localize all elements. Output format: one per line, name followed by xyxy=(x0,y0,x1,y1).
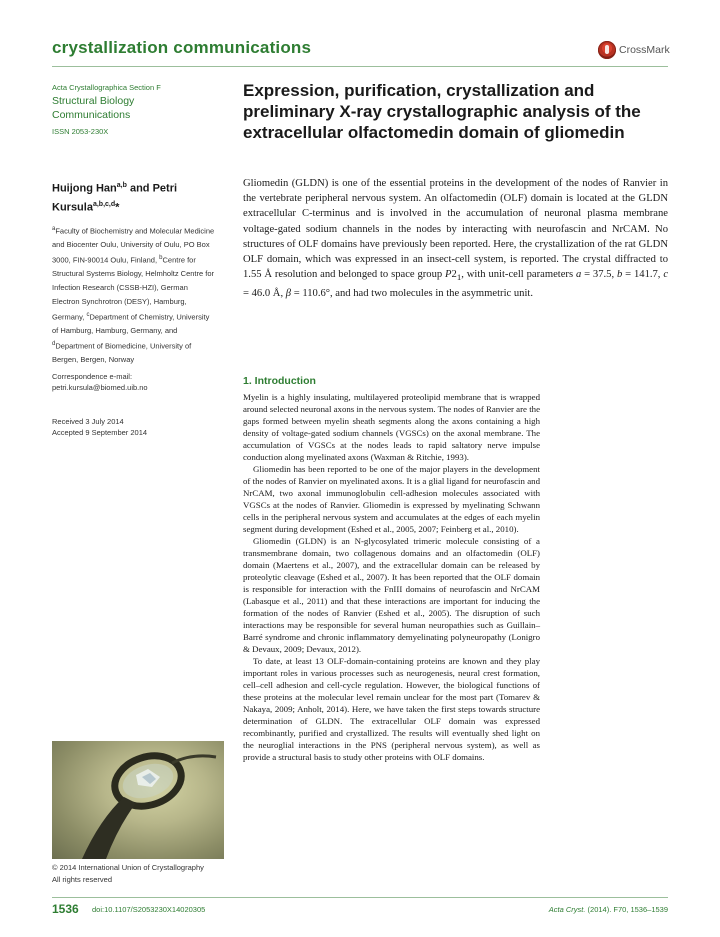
cell-param-b-value: = 141.7, xyxy=(622,269,664,281)
series-line-1: Structural Biology xyxy=(52,95,135,107)
received-date: Received 3 July 2014 xyxy=(52,417,124,426)
section-heading: 1. Introduction xyxy=(243,375,316,387)
space-group: 2 xyxy=(451,269,457,281)
header-rule xyxy=(52,66,668,67)
author-2-affil: a,b,c,d xyxy=(92,200,116,208)
footer-rule xyxy=(52,897,668,898)
rights-line: All rights reserved xyxy=(52,874,113,884)
journal-section: Acta Crystallographica Section F xyxy=(52,83,161,92)
authors xyxy=(52,178,222,215)
author-conjunction: and Petri xyxy=(126,182,178,195)
crossmark-badge[interactable] xyxy=(598,40,670,60)
article-dates xyxy=(52,416,222,438)
crystal-loop-illustration xyxy=(52,741,224,859)
citation-details: (2014). F70, 1536–1539 xyxy=(585,905,668,914)
correspondence xyxy=(52,371,222,393)
space-group: P xyxy=(445,269,452,281)
affiliations xyxy=(52,223,217,367)
journal-header: crystallization communications xyxy=(52,38,312,57)
doi-link[interactable]: doi:10.1107/S2053230X14020305 xyxy=(92,905,206,914)
author-2: Kursula xyxy=(52,201,93,214)
cell-param-a: a xyxy=(575,269,582,281)
copyright-line: © 2014 International Union of Crystallography xyxy=(52,863,204,872)
correspondence-label: Correspondence e-mail: xyxy=(52,372,133,381)
affil-sup: a xyxy=(52,226,56,232)
correspondence-email[interactable]: petri.kursula@biomed.uib.no xyxy=(52,383,148,392)
issn: ISSN 2053-230X xyxy=(52,127,109,136)
affil-text: Faculty of Biochemistry and Molecular Medicine and Biocenter Oulu, University of Oulu, PO Box 3000, FIN-90014 Oulu, Finland, xyxy=(52,226,215,265)
introduction-body xyxy=(243,391,540,763)
affil-sup: c xyxy=(86,311,90,318)
copyright xyxy=(52,862,204,885)
corresponding-star: * xyxy=(115,201,120,214)
affil-text: Centre for Structural Systems Biology, Helmholtz Centre for Infection Research (CSSB-HZI), German Electron Synchrotron (DESY), Hamburg, Germany, xyxy=(52,255,215,322)
author-1-affil: a,b xyxy=(116,182,127,189)
cell-param-beta: β xyxy=(285,287,292,299)
journal-abbrev: Acta Cryst. xyxy=(548,905,586,914)
paragraph: To date, at least 13 OLF-domain-containing proteins are known and they play important roles in various processes such as neurogenesis, neural crest formation, cell–cell adhesion and cell-cycle regulation. However, the biological functions of these proteins at the molecular level remain unclear for the most part (Tomarev & Nakaya, 2009; Anholt, 2014). Here, we have taken the first steps towards structure determination of GLDN. The extracellular OLF domain was expressed recombinantly, purified and crystallized. The results will eventually shed light on the neuroglial interactions in the PNS (peripheral nervous system), as well as provide a structural basis to study other proteins with OLF domains. xyxy=(243,656,540,762)
crystal-photo xyxy=(52,741,224,859)
affil-sup: d xyxy=(52,340,56,347)
crossmark-icon xyxy=(598,41,616,59)
paragraph: Gliomedin (GLDN) is an N-glycosylated trimeric molecule consisting of a transmembrane domain, two collagenous domains and an olfactomedin (OLF) domain (Maertens et al., 2007), and the extracellular domain can be released by proteolytic cleavage (Eshed et al., 2007). It has been reported that the OLF domain is responsible for interaction with the FnIII domains of neurofascin and NrCAM (Labasque et al., 2011) and that these interactions are important for inducing the formation of the nodes of Ranvier (Eshed et al., 2005). The disruption of such interactions may be responsible for several human neuropathies such as Guillain–Barré syndrome and chronic inflammatory demyelinating polyneuropathy (Lonigro & Devaux, 2009; Devaux, 2012). xyxy=(243,536,540,654)
journal-series xyxy=(52,94,222,122)
series-line-2: Communications xyxy=(52,109,131,121)
abstract xyxy=(243,176,668,301)
abstract-text: , with unit-cell parameters xyxy=(461,269,576,281)
paragraph: Gliomedin has been reported to be one of the major players in the development of the nodes of Ranvier on myelinated axons. It is a glial ligand for neurofascin and NrCAM, two axonal immunoglobulin cell-adhesion molecules associated with VGSCs at the nodes of Ranvier. Gliomedin is expressed by myelinating Schwann cells in the peripheral nervous system and accumulates at the edges of each myelin segment during development (Eshed et al., 2005, 2007; Feinberg et al., 2010). xyxy=(243,464,540,534)
article-title: Expression, purification, crystallization and preliminary X-ray crystallographic analysis of the extracellular olfactomedin domain of gliomedin xyxy=(243,81,641,142)
crossmark-label: CrossMark xyxy=(619,44,670,56)
affil-text: Department of Chemistry, University of Hamburg, Hamburg, Germany, and xyxy=(52,312,210,336)
accepted-date: Accepted 9 September 2014 xyxy=(52,428,148,437)
affil-sup: b xyxy=(159,255,163,262)
cell-param-c: c xyxy=(663,269,669,281)
cell-param-c-value: = 46.0 Å, xyxy=(243,287,286,299)
affil-text: Department of Biomedicine, University of Bergen, Bergen, Norway xyxy=(52,341,192,365)
citation xyxy=(549,905,668,914)
abstract-text: = 110.6°, and had two molecules in the asymmetric unit. xyxy=(291,287,533,299)
cell-param-b: b xyxy=(616,269,623,281)
abstract-text: Gliomedin (GLDN) is one of the essential proteins in the development of the nodes of Ranvier in the vertebrate peripheral nervous system. An olfactomedin (OLF) domain is located at the GLDN extracellular C-terminus and is involved in the accumulation of neuronal plasma membrane voltage-gated sodium channels in the nodes by interacting with neurofascin and NrCAM. No structures of OLF domains have previously been reported. Here, the crystallization of the rat GLDN OLF domain, which was expressed in an insect-cell system, is reported. The crystal diffracted to 1.55 Å resolution and belonged to space group xyxy=(243,178,668,281)
paragraph: Myelin is a highly insulating, multilayered proteolipid membrane that is wrapped around selected neuronal axons in the nervous system. The nodes of Ranvier are the gaps formed between myelin sheath segments along the axons containing a high density of voltage-gated sodium channels (VGSCs) on the axonal membrane. The accumulation of VGSCs at the nodes leads to rapid saltatory nerve impulse conduction along myelinated axons (Waxman & Ritchie, 1993). xyxy=(243,392,540,462)
cell-param-a-value: = 37.5, xyxy=(581,269,617,281)
author-1: Huijong Han xyxy=(52,182,117,195)
page-number: 1536 xyxy=(52,902,79,916)
space-group-subscript: 1 xyxy=(456,272,462,283)
